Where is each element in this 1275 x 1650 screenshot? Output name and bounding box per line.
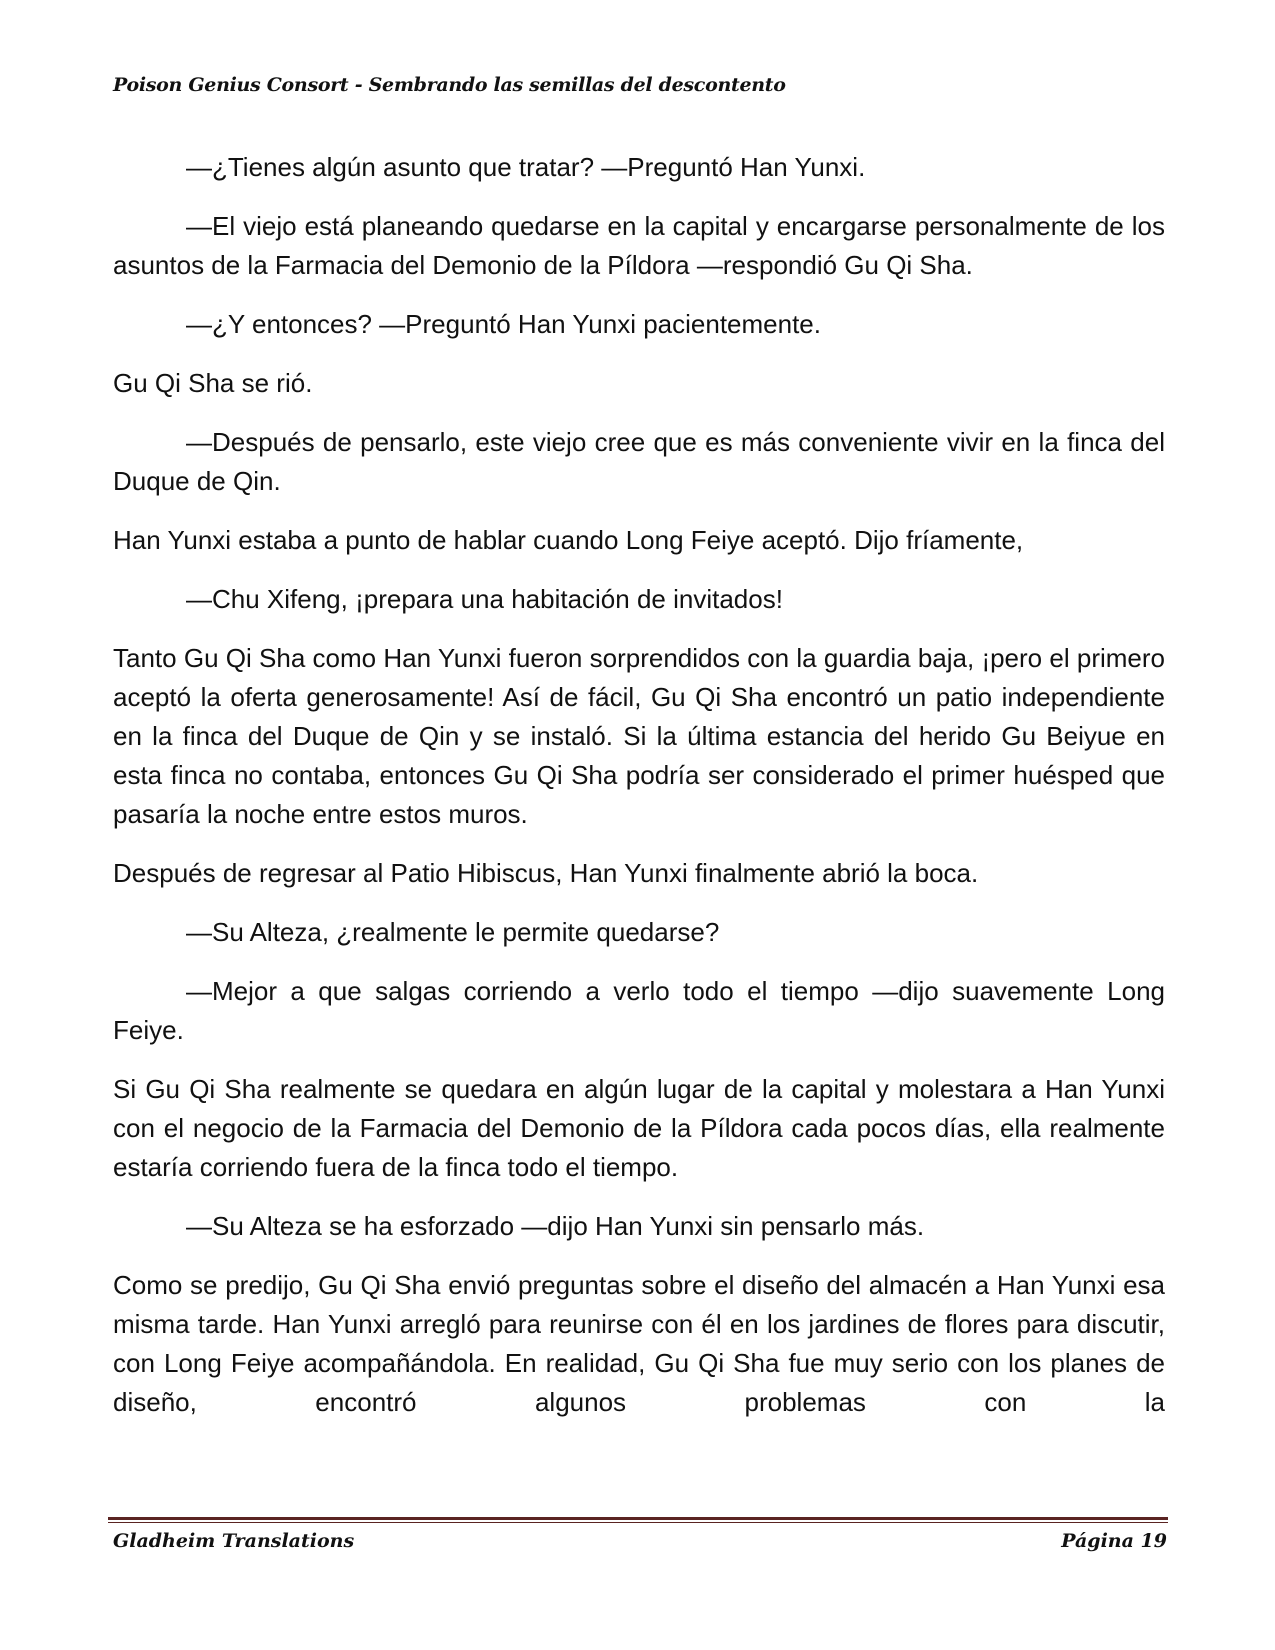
footer-translator: Gladheim Translations — [113, 1530, 355, 1552]
footer-divider-thin — [108, 1522, 1168, 1523]
paragraph-8: Tanto Gu Qi Sha como Han Yunxi fueron sorprendidos con la guardia baja, ¡pero el primero aceptó la oferta generosamente! Así de fácil, Gu Qi Sha encontró un patio independiente en la finca del Duque de Qin y se instaló. Si la última estancia del herido Gu Beiyue en esta finca no contaba, entonces Gu Qi Sha podría ser considerado el primer huésped que pasaría la noche entre estos muros. — [113, 643, 1165, 829]
paragraph-4: Gu Qi Sha se rió. — [113, 368, 313, 398]
footer-page-number: Página 19 — [1061, 1530, 1167, 1552]
paragraph-1: —¿Tienes algún asunto que tratar? —Preguntó Han Yunxi. — [186, 152, 866, 182]
paragraph-6: Han Yunxi estaba a punto de hablar cuando Long Feiye aceptó. Dijo fríamente, — [113, 525, 1024, 555]
paragraph-5: —Después de pensarlo, este viejo cree que es más conveniente vivir en la finca del Duque de Qin. — [113, 427, 1165, 496]
paragraph-9: Después de regresar al Patio Hibiscus, Han Yunxi finalmente abrió la boca. — [113, 858, 979, 888]
paragraph-10: —Su Alteza, ¿realmente le permite quedarse? — [186, 917, 720, 947]
paragraph-7: —Chu Xifeng, ¡prepara una habitación de invitados! — [186, 584, 783, 614]
footer-divider-thick — [108, 1517, 1168, 1520]
paragraph-13: —Su Alteza se ha esforzado —dijo Han Yunxi sin pensarlo más. — [186, 1211, 925, 1241]
page-header-title: Poison Genius Consort - Sembrando las semillas del descontento — [113, 74, 786, 96]
paragraph-3: —¿Y entonces? —Preguntó Han Yunxi pacientemente. — [186, 309, 821, 339]
paragraph-2: —El viejo está planeando quedarse en la capital y encargarse personalmente de los asuntos de la Farmacia del Demonio de la Píldora —respondió Gu Qi Sha. — [113, 211, 1165, 280]
paragraph-14: Como se predijo, Gu Qi Sha envió preguntas sobre el diseño del almacén a Han Yunxi esa misma tarde. Han Yunxi arregló para reunirse con él en los jardines de flores para discutir, con Long Feiye acompañándola. En realidad, Gu Qi Sha fue muy serio con los planes de diseño, encontró algunos problemas con la — [113, 1270, 1165, 1417]
paragraph-12: Si Gu Qi Sha realmente se quedara en algún lugar de la capital y molestara a Han Yunxi con el negocio de la Farmacia del Demonio de la Píldora cada pocos días, ella realmente estaría corriendo fuera de la finca todo el tiempo. — [113, 1074, 1165, 1182]
body-text — [113, 148, 1165, 1422]
paragraph-11: —Mejor a que salgas corriendo a verlo todo el tiempo —dijo suavemente Long Feiye. — [113, 976, 1165, 1045]
